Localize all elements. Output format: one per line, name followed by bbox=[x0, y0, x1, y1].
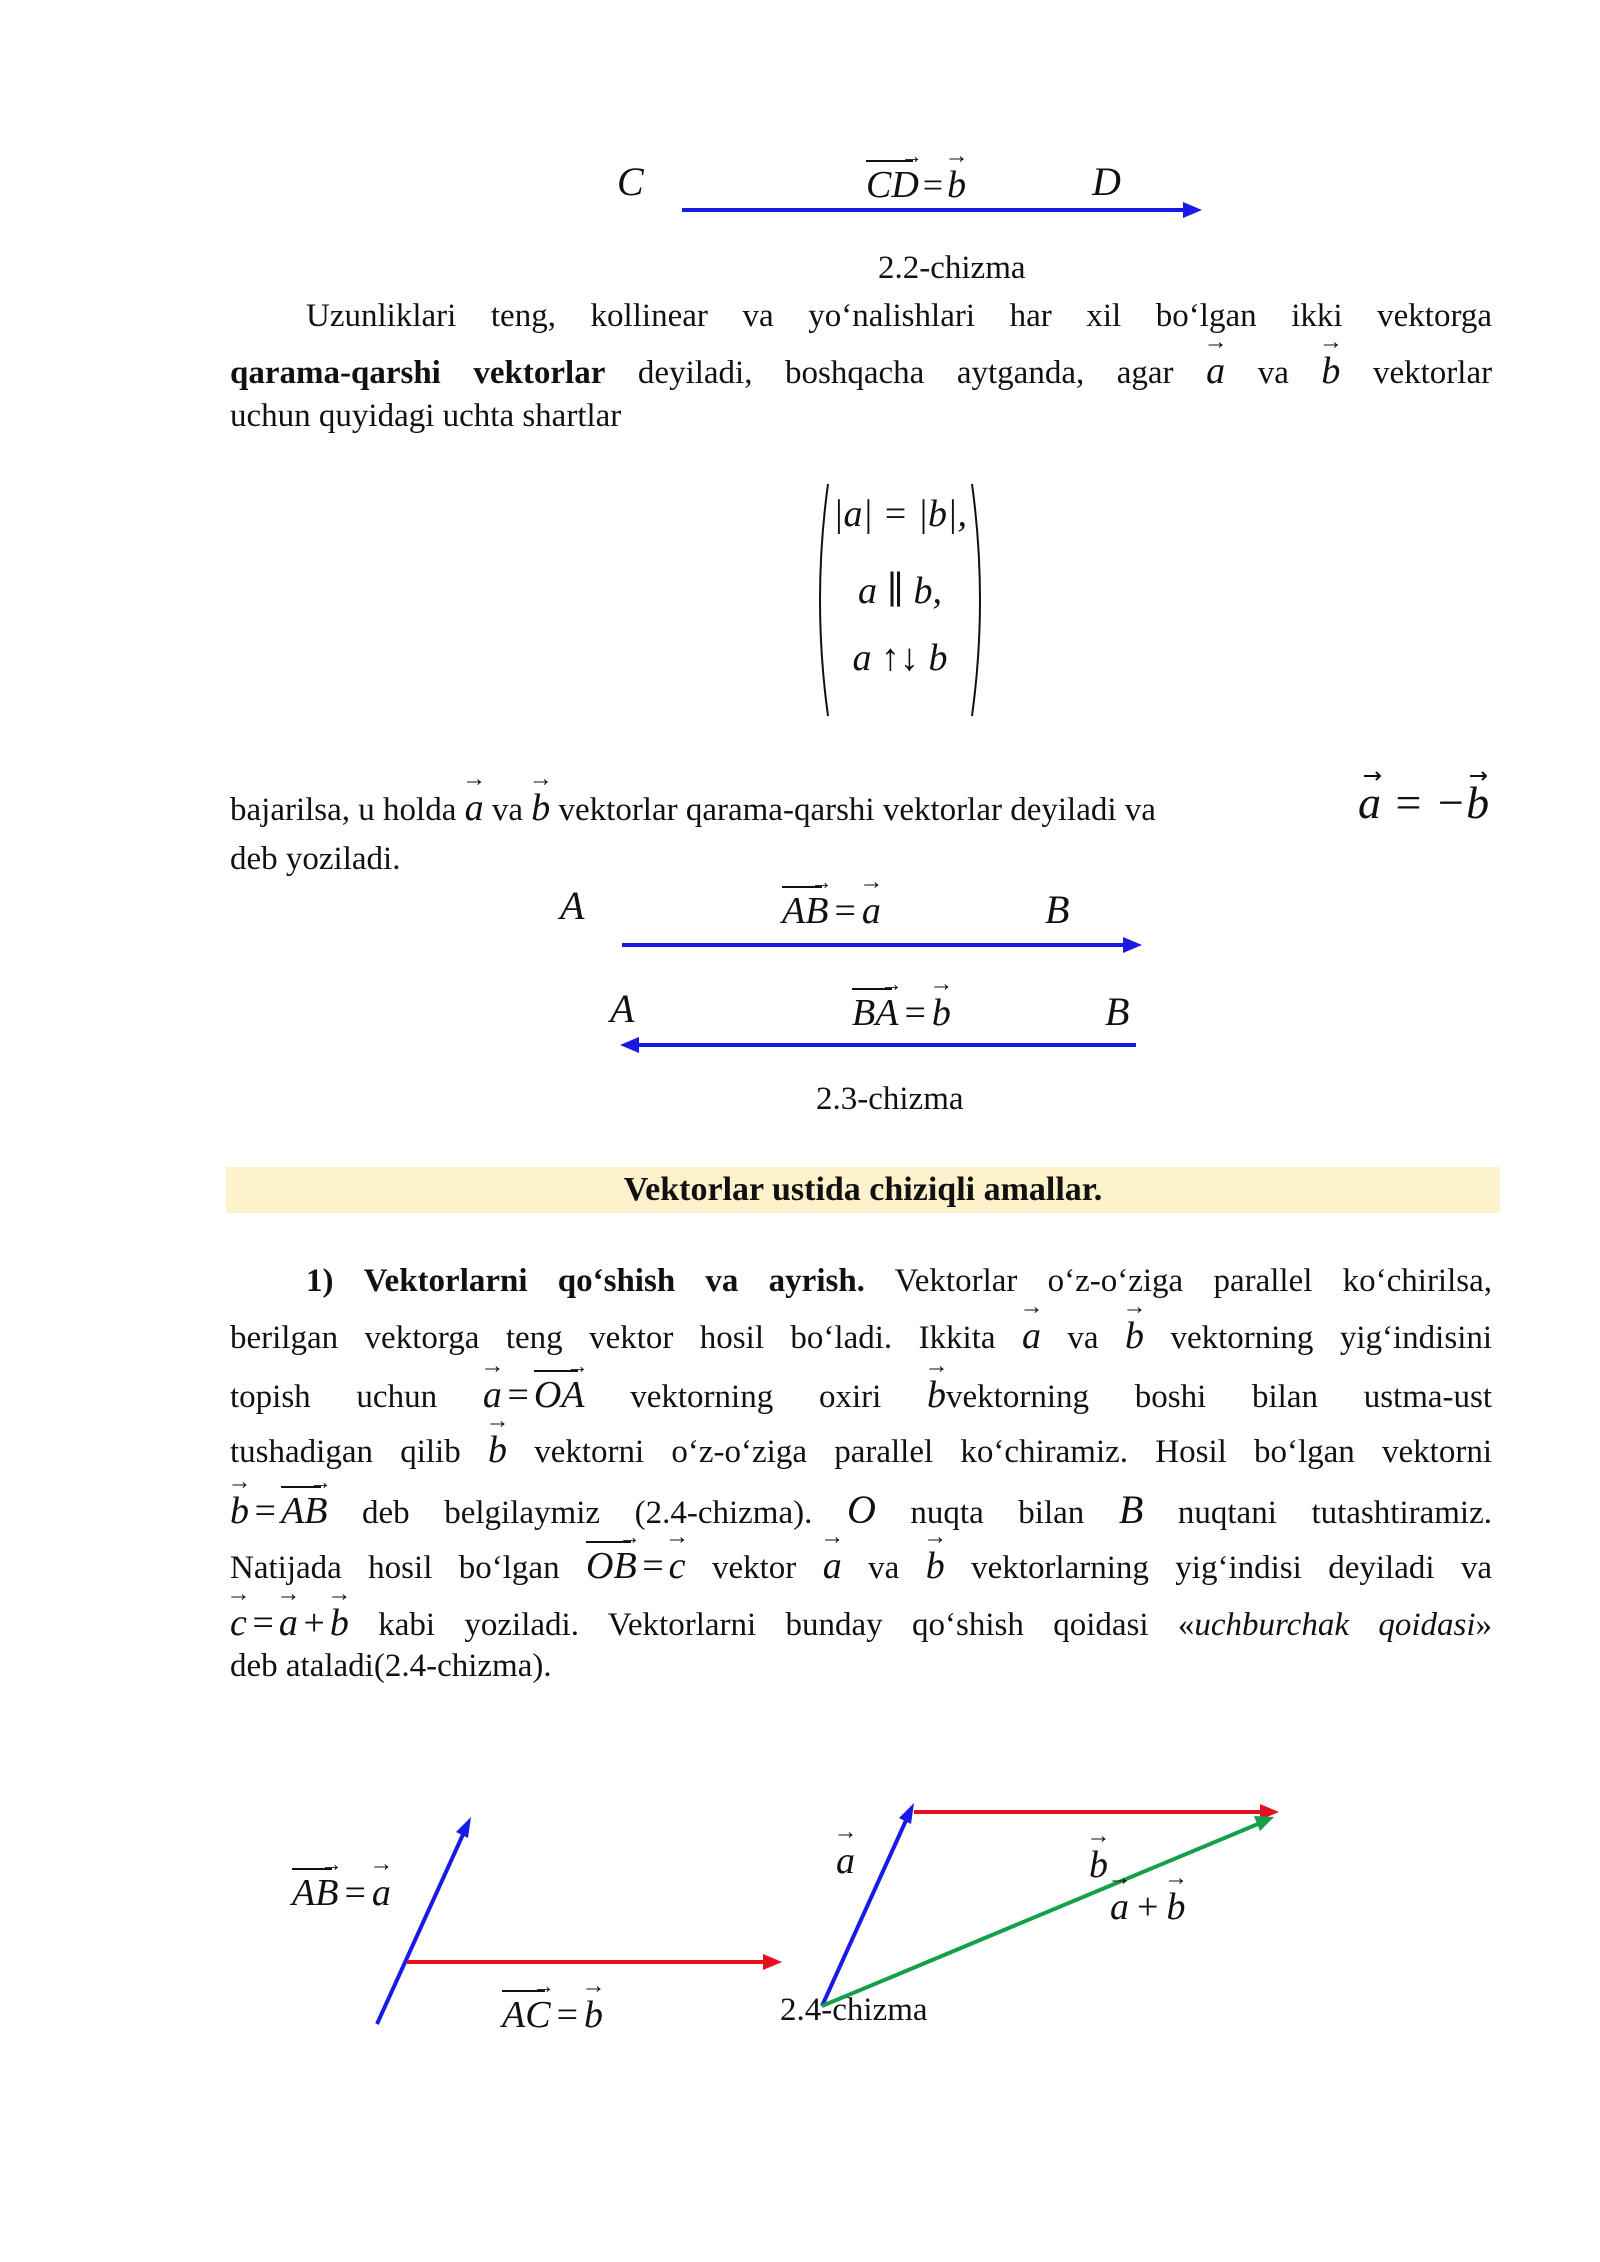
paragraph-text: vektor bbox=[711, 1550, 797, 1586]
conjunction: va bbox=[868, 1550, 900, 1586]
top-point-b-label: B bbox=[1045, 887, 1070, 932]
vector-ab-name: AB → bbox=[292, 1874, 338, 1912]
paragraph-addition-line4 bbox=[230, 1424, 1492, 1481]
paragraph-addition-line6 bbox=[230, 1538, 1492, 1597]
paragraph-text: nuqta bilan bbox=[910, 1495, 1085, 1531]
point-o: O bbox=[846, 1487, 876, 1532]
bottom-point-a-label: A bbox=[610, 986, 635, 1031]
figure-2-3-caption: 2.3-chizma bbox=[816, 1081, 964, 1117]
formula-b-eq-ab: b → = AB → bbox=[230, 1490, 327, 1532]
vector-ba-arrow bbox=[618, 1033, 1138, 1057]
paragraph-text: deb belgilaymiz (2.4-chizma). bbox=[362, 1495, 813, 1531]
vector-b: b → bbox=[927, 1370, 946, 1414]
vector-cd-name: CD → bbox=[866, 166, 919, 204]
formula-c-eq-a-plus-b: c → = a → + b → bbox=[230, 1602, 349, 1644]
item-number: 1) bbox=[306, 1263, 334, 1299]
paragraph-text: vektorni o‘z-o‘ziga parallel ko‘chiramiz. Hosil bo‘lgan vektorni bbox=[534, 1434, 1493, 1470]
vector-a-var: a → bbox=[862, 886, 881, 930]
vector-ac-name: AC → bbox=[502, 1996, 551, 2034]
label-ab-eq-a bbox=[292, 1868, 391, 1915]
formula-arrows bbox=[1358, 766, 1498, 786]
vector-ba-name: BA → bbox=[852, 994, 898, 1032]
condition-opposite-direction: a ↑↓ b bbox=[852, 637, 948, 679]
vector-a: a → bbox=[1206, 346, 1225, 390]
paragraph-text: kabi yoziladi. Vektorlarni bunday qo‘shish qoidasi « bbox=[378, 1607, 1195, 1643]
equals-sign: = bbox=[834, 890, 856, 932]
plus-sign: + bbox=[1137, 1886, 1159, 1928]
equals-sign: = bbox=[556, 1994, 578, 2036]
vector-ab-arrow bbox=[620, 933, 1145, 957]
point-d-label: D bbox=[1092, 159, 1121, 204]
paragraph-text: tushadigan qilib bbox=[230, 1434, 461, 1470]
vector-b: b → bbox=[1321, 346, 1340, 390]
triangle-rule-name: uchburchak qoidasi bbox=[1194, 1607, 1476, 1643]
paragraph-text: vektorning boshi bilan ustma-ust bbox=[946, 1379, 1493, 1415]
paragraph-addition-line5 bbox=[230, 1481, 1492, 1542]
paragraph-text: vektorning yig‘indisini bbox=[1170, 1320, 1493, 1356]
vector-ab-name: AB → bbox=[782, 892, 828, 930]
right-vector-a-head bbox=[899, 1803, 914, 1824]
vector-ba-label bbox=[852, 988, 951, 1035]
conditions-system bbox=[810, 482, 990, 718]
section-heading: Vektorlar ustida chiziqli amallar. bbox=[623, 1171, 1103, 1208]
formula-a-eq-oa: a → = OA → bbox=[483, 1374, 585, 1416]
paragraph-opposite-line1 bbox=[230, 288, 1492, 345]
vector-b: b → bbox=[926, 1541, 945, 1585]
vector-a: a → bbox=[1022, 1311, 1041, 1355]
conjunction: va bbox=[1067, 1320, 1099, 1356]
paragraph-text: » bbox=[1475, 1607, 1492, 1643]
item-title: Vektorlarni qo‘shish va ayrish. bbox=[363, 1263, 865, 1299]
paragraph-text: vektorning oxiri bbox=[630, 1379, 882, 1415]
paragraph-text: deb yoziladi. bbox=[230, 841, 401, 877]
paragraph-text: bajarilsa, u holda bbox=[230, 792, 457, 828]
bottom-point-b-label: B bbox=[1105, 989, 1130, 1034]
label-right-a: a → bbox=[836, 1836, 855, 1880]
vector-a-var: a → bbox=[1110, 1882, 1129, 1926]
vector-b: b → bbox=[1125, 1311, 1144, 1355]
vector-b-var: b → bbox=[1166, 1882, 1185, 1926]
paragraph-addition-line1 bbox=[230, 1253, 1492, 1310]
vector-ab-label bbox=[782, 886, 881, 933]
point-b: B bbox=[1118, 1487, 1144, 1532]
paragraph-addition-line8 bbox=[230, 1638, 1492, 1695]
paragraph-text: vektorlar bbox=[1372, 355, 1493, 391]
label-ac-eq-b bbox=[502, 1990, 603, 2037]
condition-collinear: a ∥ b, bbox=[857, 570, 943, 612]
paragraph-text: deyiladi, boshqacha aytganda, agar bbox=[637, 355, 1174, 391]
vector-b-var: b → bbox=[932, 988, 951, 1032]
paragraph-text: vektorlar qarama-qarshi vektorlar deyiladi va bbox=[558, 792, 1156, 828]
sum-vector-line bbox=[822, 1824, 1258, 2006]
figure-2-4-caption: 2.4-chizma bbox=[780, 1992, 928, 2028]
paragraph-text: uchun quyidagi uchta shartlar bbox=[230, 398, 622, 434]
term-opposite-vectors: qarama-qarshi vektorlar bbox=[230, 355, 606, 391]
formula-ob-eq-c: OB → = c → bbox=[586, 1545, 686, 1587]
paragraph-text: nuqtani tutashtiramiz. bbox=[1177, 1495, 1492, 1531]
vector-b: b → bbox=[531, 783, 550, 827]
formula-a-equals-minus-b: a = −b bbox=[1358, 777, 1490, 828]
paragraph-text: Uzunliklari teng, kollinear va yo‘nalishlari har xil bo‘lgan ikki vektorga bbox=[306, 298, 1492, 334]
paragraph-text: vektorlarning yig‘indisi deyiladi va bbox=[971, 1550, 1493, 1586]
label-a-plus-b bbox=[1110, 1882, 1185, 1929]
paragraph-text: deb ataladi(2.4-chizma). bbox=[230, 1648, 552, 1684]
paragraph-addition-line2 bbox=[230, 1310, 1492, 1367]
vector-a: a → bbox=[823, 1541, 842, 1585]
paragraph-text: topish uchun bbox=[230, 1379, 438, 1415]
sum-vector-head bbox=[1254, 1816, 1274, 1831]
vector-b-var: b → bbox=[584, 1990, 603, 2034]
paragraph-text: Vektorlar o‘z-o‘ziga parallel ko‘chirilsa, bbox=[894, 1263, 1493, 1299]
vector-cd-arrow bbox=[680, 198, 1205, 222]
vector-a: a → bbox=[465, 783, 484, 827]
figure-2-2-caption: 2.2-chizma bbox=[878, 250, 1026, 286]
left-vector-b-head bbox=[763, 1954, 782, 1970]
left-vector-a-head bbox=[456, 1817, 471, 1838]
equals-sign: = bbox=[904, 992, 926, 1034]
label-right-b: b → bbox=[1089, 1840, 1108, 1884]
paragraph-text: Natijada hosil bo‘lgan bbox=[230, 1550, 560, 1586]
paragraph-opposite-line3 bbox=[230, 388, 1492, 445]
condition-equal-length: |a| = |b|, bbox=[833, 493, 967, 535]
paragraph-addition-line3 bbox=[230, 1367, 1492, 1426]
equals-sign: = bbox=[344, 1872, 366, 1914]
point-c-label: C bbox=[617, 159, 644, 204]
vector-a-var: a → bbox=[372, 1868, 391, 1912]
vector-b-var: b → bbox=[947, 160, 966, 204]
equals-sign: = bbox=[922, 165, 944, 205]
top-point-a-label: A bbox=[560, 883, 585, 928]
vector-b: b → bbox=[488, 1425, 507, 1469]
conjunction: va bbox=[1257, 355, 1289, 391]
conjunction: va bbox=[491, 792, 523, 828]
paragraph-text: berilgan vektorga teng vektor hosil bo‘ladi. Ikkita bbox=[230, 1320, 996, 1356]
